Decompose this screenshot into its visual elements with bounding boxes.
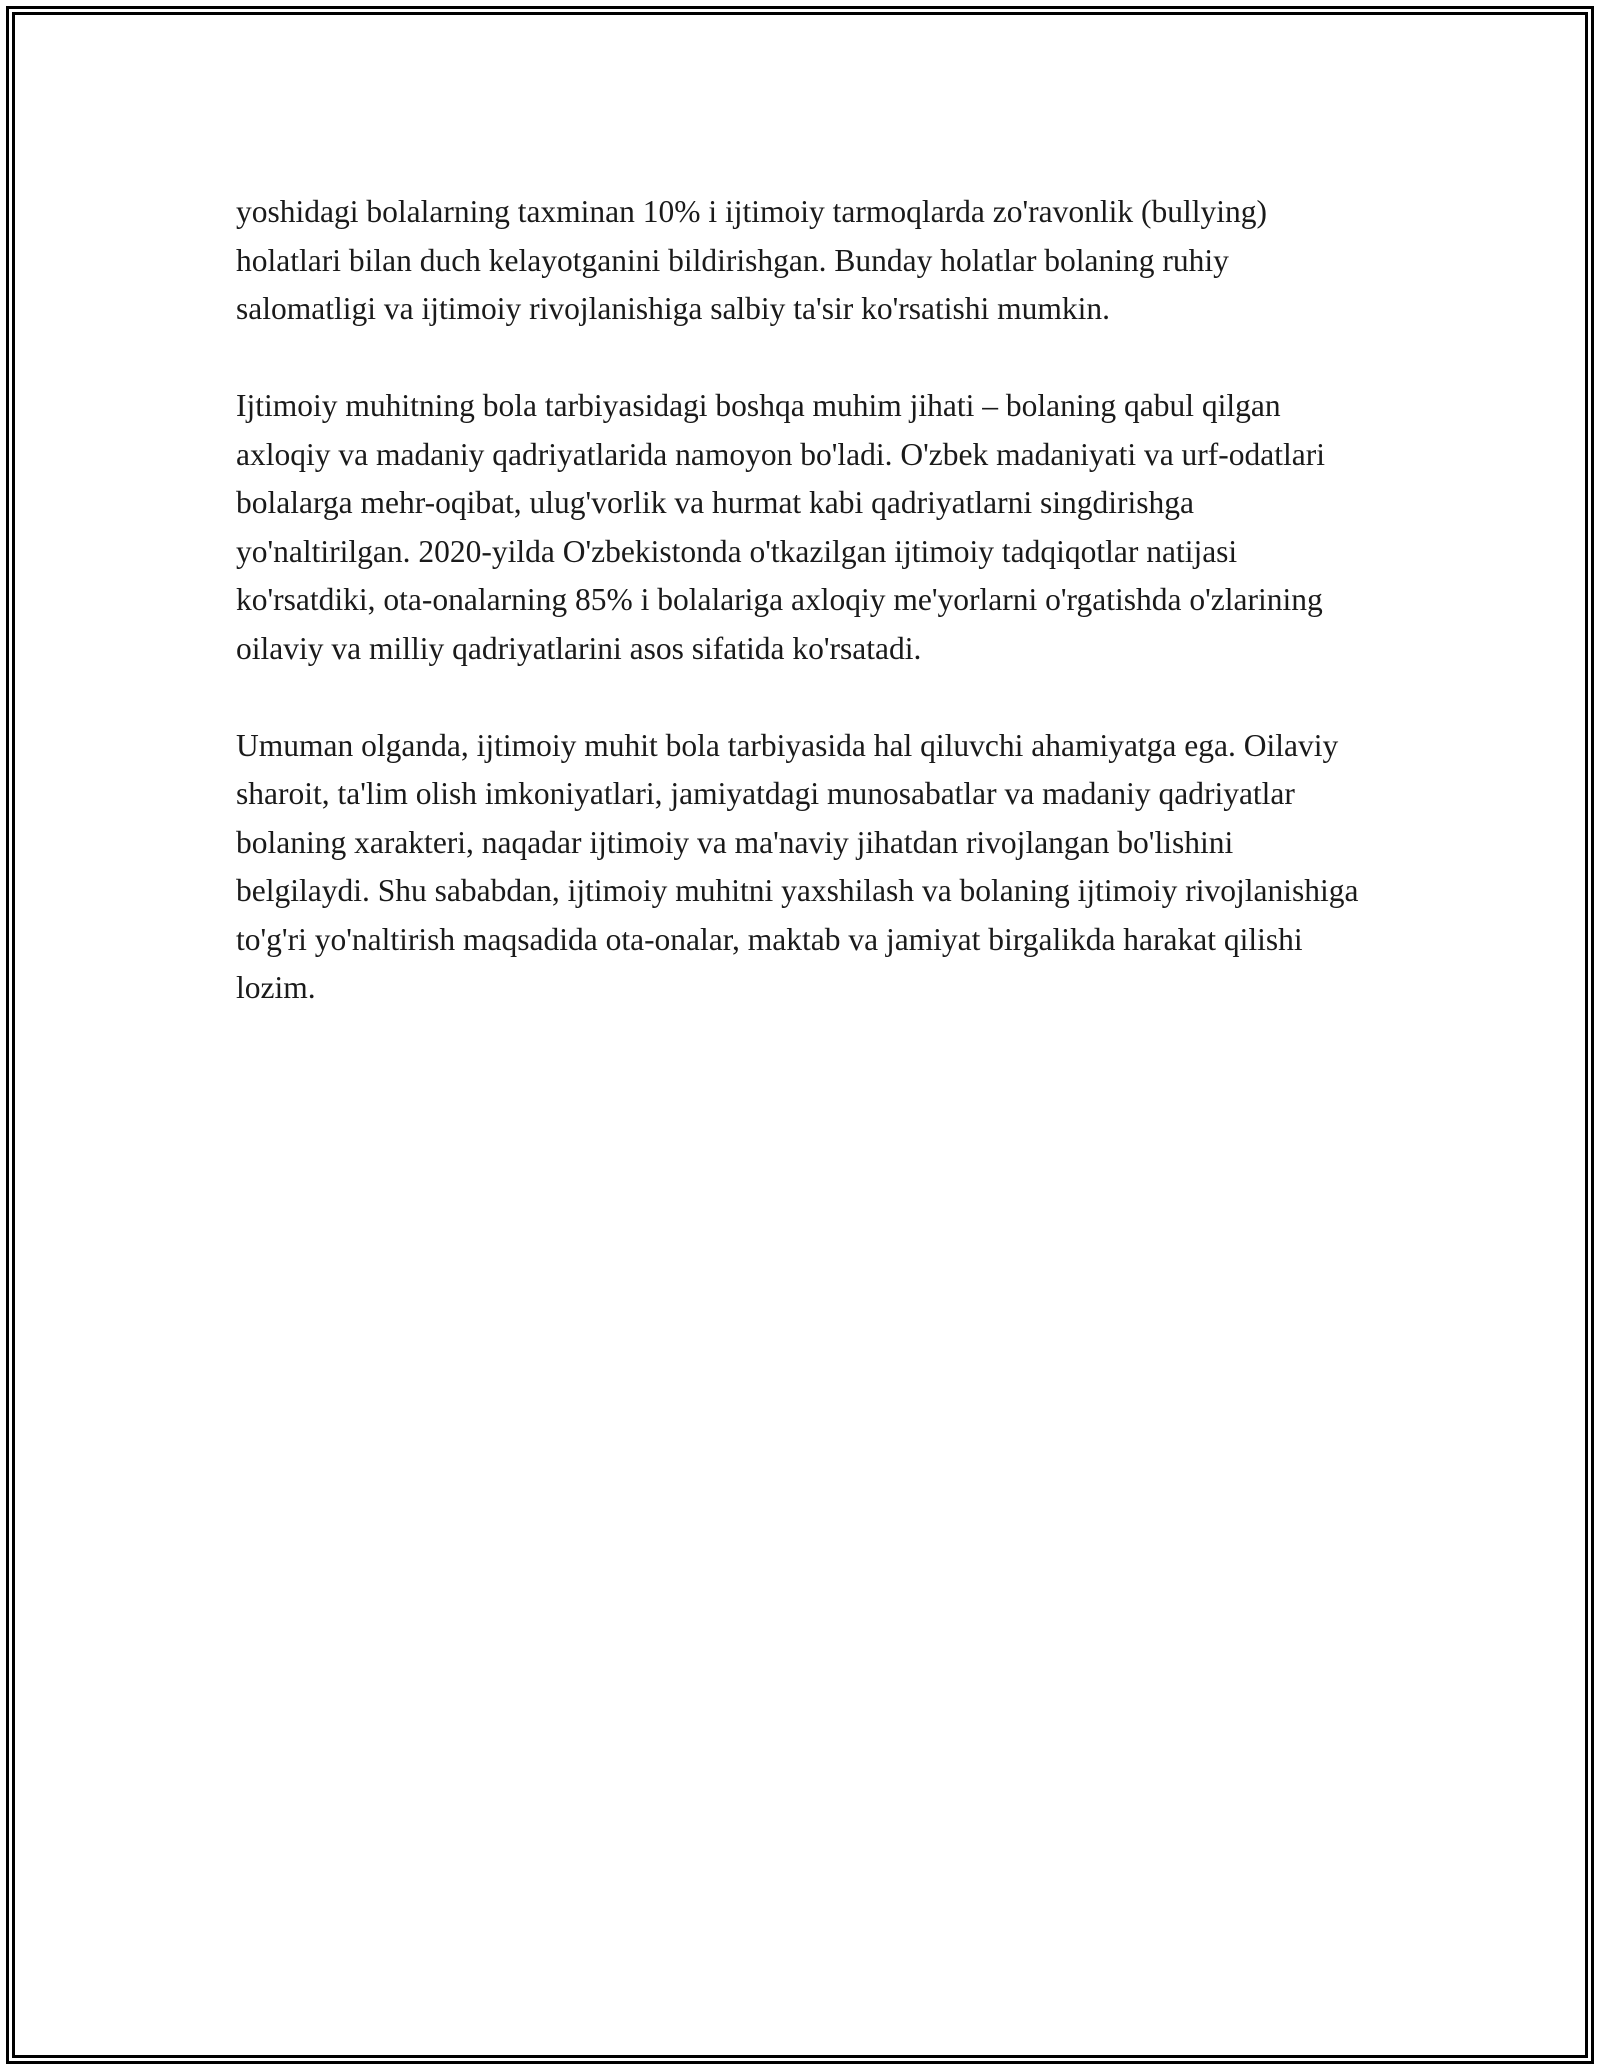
- paragraph-3: Umuman olganda, ijtimoiy muhit bola tarbiyasida hal qiluvchi ahamiyatga ega. Oilaviy sharoit, ta'lim olish imkoniyatlari, jamiyatdagi munosabatlar va madaniy qadriyatlar bolaning xarakteri, naqadar ijtimoiy va ma'naviy jihatdan rivojlangan bo'lishini belgilaydi. Shu sababdan, ijtimoiy muhitni yaxshilash va bolaning ijtimoiy rivojlanishiga to'g'ri yo'naltirish maqsadida ota-onalar, maktab va jamiyat birgalikda harakat qilishi lozim.: [236, 727, 1359, 1005]
- paragraph-1: yoshidagi bolalarning taxminan 10% i ijtimoiy tarmoqlarda zo'ravonlik (bullying) holatlari bilan duch kelayotganini bildirishgan. Bunday holatlar bolaning ruhiy salomatligi va ijtimoiy rivojlanishiga salbiy ta'sir ko'rsatishi mumkin.: [236, 194, 1267, 326]
- document-body: [236, 188, 1366, 1061]
- paragraph-2: Ijtimoiy muhitning bola tarbiyasidagi boshqa muhim jihati – bolaning qabul qilgan axloqiy va madaniy qadriyatlarida namoyon bo'ladi. O'zbek madaniyati va urf-odatlari bolalarga mehr-oqibat, ulug'vorlik va hurmat kabi qadriyatlarni singdirishga yo'naltirilgan. 2020-yilda O'zbekistonda o'tkazilgan ijtimoiy tadqiqotlar natijasi ko'rsatdiki, ota-onalarning 85% i bolalariga axloqiy me'yorlarni o'rgatishda o'zlarining oilaviy va milliy qadriyatlarini asos sifatida ko'rsatadi.: [236, 388, 1325, 666]
